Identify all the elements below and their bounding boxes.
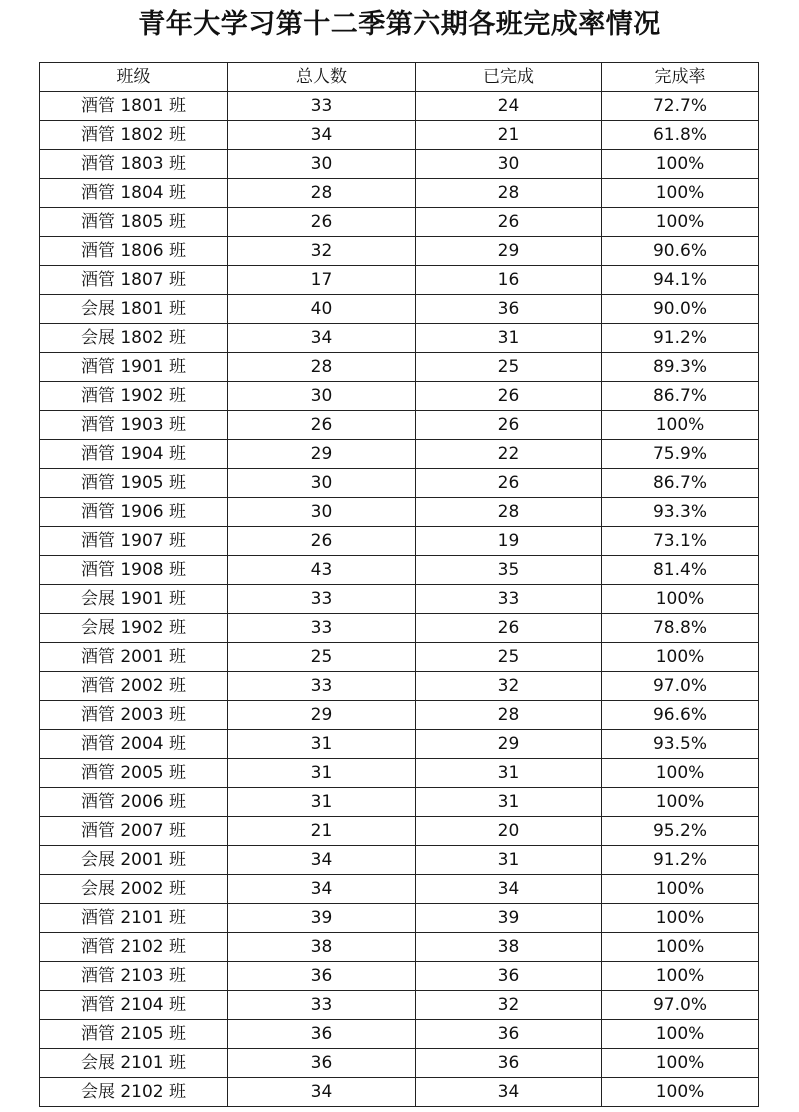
class-name-cell: 会展 1902 班 — [40, 614, 228, 643]
completed-count-cell: 34 — [416, 875, 602, 904]
total-count-cell: 26 — [228, 411, 416, 440]
class-name-cell: 酒管 1906 班 — [40, 498, 228, 527]
class-name-cell: 酒管 2003 班 — [40, 701, 228, 730]
completed-count-cell: 31 — [416, 788, 602, 817]
completed-count-cell: 24 — [416, 92, 602, 121]
total-count-cell: 36 — [228, 1020, 416, 1049]
table-row — [40, 295, 759, 324]
table-row — [40, 730, 759, 759]
completed-count-cell: 35 — [416, 556, 602, 585]
completion-rate-cell: 86.7% — [602, 382, 759, 411]
completed-count-cell: 28 — [416, 498, 602, 527]
completed-count-cell: 28 — [416, 701, 602, 730]
total-count-cell: 32 — [228, 237, 416, 266]
completion-rate-cell: 81.4% — [602, 556, 759, 585]
class-name-cell: 酒管 1806 班 — [40, 237, 228, 266]
table-row — [40, 643, 759, 672]
table-body — [40, 92, 759, 1107]
completion-rate-cell: 97.0% — [602, 991, 759, 1020]
completion-rate-cell: 100% — [602, 1049, 759, 1078]
total-count-cell: 30 — [228, 469, 416, 498]
class-name-cell: 酒管 1903 班 — [40, 411, 228, 440]
completed-count-cell: 22 — [416, 440, 602, 469]
table-row — [40, 237, 759, 266]
total-count-cell: 30 — [228, 498, 416, 527]
completion-rate-cell: 61.8% — [602, 121, 759, 150]
class-name-cell: 酒管 1907 班 — [40, 527, 228, 556]
table-row — [40, 672, 759, 701]
total-count-cell: 33 — [228, 614, 416, 643]
completion-rate-cell: 91.2% — [602, 846, 759, 875]
class-name-cell: 酒管 2007 班 — [40, 817, 228, 846]
completion-rate-cell: 91.2% — [602, 324, 759, 353]
class-name-cell: 酒管 2001 班 — [40, 643, 228, 672]
total-count-cell: 34 — [228, 875, 416, 904]
completed-count-cell: 26 — [416, 614, 602, 643]
class-name-cell: 酒管 2101 班 — [40, 904, 228, 933]
class-name-cell: 酒管 1901 班 — [40, 353, 228, 382]
completed-count-cell: 32 — [416, 991, 602, 1020]
completed-count-cell: 39 — [416, 904, 602, 933]
table-row — [40, 498, 759, 527]
completion-rate-cell: 89.3% — [602, 353, 759, 382]
completion-rate-cell: 93.3% — [602, 498, 759, 527]
completion-rate-cell: 90.0% — [602, 295, 759, 324]
total-count-cell: 28 — [228, 179, 416, 208]
completion-rate-cell: 100% — [602, 585, 759, 614]
class-name-cell: 酒管 1803 班 — [40, 150, 228, 179]
completed-count-cell: 36 — [416, 295, 602, 324]
table-row — [40, 1020, 759, 1049]
completion-rate-cell: 94.1% — [602, 266, 759, 295]
completed-count-cell: 19 — [416, 527, 602, 556]
class-name-cell: 酒管 1807 班 — [40, 266, 228, 295]
completion-rate-cell: 100% — [602, 643, 759, 672]
table-row — [40, 1049, 759, 1078]
completed-count-cell: 36 — [416, 962, 602, 991]
total-count-cell: 26 — [228, 208, 416, 237]
total-count-cell: 30 — [228, 150, 416, 179]
completion-rate-cell: 100% — [602, 208, 759, 237]
table-row — [40, 411, 759, 440]
class-name-cell: 酒管 1904 班 — [40, 440, 228, 469]
total-count-cell: 25 — [228, 643, 416, 672]
table-row — [40, 208, 759, 237]
total-count-cell: 31 — [228, 730, 416, 759]
total-count-cell: 29 — [228, 701, 416, 730]
table-row — [40, 179, 759, 208]
completion-rate-cell: 72.7% — [602, 92, 759, 121]
class-name-cell: 酒管 1802 班 — [40, 121, 228, 150]
total-count-cell: 33 — [228, 991, 416, 1020]
total-count-cell: 28 — [228, 353, 416, 382]
table-row — [40, 353, 759, 382]
table-row — [40, 150, 759, 179]
total-count-cell: 26 — [228, 527, 416, 556]
table-row — [40, 324, 759, 353]
completed-count-cell: 29 — [416, 730, 602, 759]
total-count-cell: 36 — [228, 1049, 416, 1078]
table-row — [40, 788, 759, 817]
class-name-cell: 酒管 1805 班 — [40, 208, 228, 237]
class-name-cell: 酒管 2004 班 — [40, 730, 228, 759]
total-count-cell: 30 — [228, 382, 416, 411]
class-name-cell: 酒管 1801 班 — [40, 92, 228, 121]
completion-rate-cell: 96.6% — [602, 701, 759, 730]
class-name-cell: 会展 2002 班 — [40, 875, 228, 904]
table-row — [40, 585, 759, 614]
class-name-cell: 酒管 1902 班 — [40, 382, 228, 411]
class-name-cell: 会展 2101 班 — [40, 1049, 228, 1078]
table-row — [40, 92, 759, 121]
table-row — [40, 817, 759, 846]
completion-rate-cell: 93.5% — [602, 730, 759, 759]
completed-count-cell: 38 — [416, 933, 602, 962]
completion-rate-cell: 86.7% — [602, 469, 759, 498]
table-row — [40, 701, 759, 730]
table-row — [40, 614, 759, 643]
column-header-completed: 已完成 — [416, 63, 602, 92]
table-row — [40, 469, 759, 498]
table-header-row — [40, 63, 759, 92]
completed-count-cell: 28 — [416, 179, 602, 208]
class-name-cell: 会展 1801 班 — [40, 295, 228, 324]
total-count-cell: 17 — [228, 266, 416, 295]
class-name-cell: 酒管 2005 班 — [40, 759, 228, 788]
completed-count-cell: 26 — [416, 382, 602, 411]
total-count-cell: 34 — [228, 1078, 416, 1107]
completed-count-cell: 33 — [416, 585, 602, 614]
class-name-cell: 会展 1901 班 — [40, 585, 228, 614]
completion-rate-cell: 100% — [602, 411, 759, 440]
table-row — [40, 440, 759, 469]
total-count-cell: 38 — [228, 933, 416, 962]
completion-rate-cell: 100% — [602, 933, 759, 962]
completion-rate-cell: 100% — [602, 759, 759, 788]
completion-rate-table — [39, 62, 759, 1107]
completed-count-cell: 31 — [416, 846, 602, 875]
class-name-cell: 会展 1802 班 — [40, 324, 228, 353]
completion-rate-cell: 100% — [602, 875, 759, 904]
completed-count-cell: 16 — [416, 266, 602, 295]
table-row — [40, 1078, 759, 1107]
completion-rate-cell: 100% — [602, 962, 759, 991]
total-count-cell: 31 — [228, 759, 416, 788]
completed-count-cell: 26 — [416, 411, 602, 440]
completion-rate-cell: 90.6% — [602, 237, 759, 266]
page-title: 青年大学习第十二季第六期各班完成率情况 — [138, 9, 661, 40]
completed-count-cell: 25 — [416, 643, 602, 672]
total-count-cell: 43 — [228, 556, 416, 585]
table-row — [40, 266, 759, 295]
table-row — [40, 527, 759, 556]
completion-rate-cell: 73.1% — [602, 527, 759, 556]
total-count-cell: 39 — [228, 904, 416, 933]
completion-rate-cell: 100% — [602, 150, 759, 179]
class-name-cell: 酒管 1804 班 — [40, 179, 228, 208]
total-count-cell: 33 — [228, 672, 416, 701]
table-row — [40, 933, 759, 962]
completion-rate-cell: 100% — [602, 179, 759, 208]
completed-count-cell: 32 — [416, 672, 602, 701]
completion-rate-cell: 100% — [602, 904, 759, 933]
completed-count-cell: 36 — [416, 1020, 602, 1049]
class-name-cell: 酒管 2103 班 — [40, 962, 228, 991]
completion-rate-cell: 97.0% — [602, 672, 759, 701]
completion-rate-cell: 100% — [602, 788, 759, 817]
total-count-cell: 33 — [228, 92, 416, 121]
completed-count-cell: 26 — [416, 208, 602, 237]
class-name-cell: 会展 2001 班 — [40, 846, 228, 875]
completed-count-cell: 31 — [416, 324, 602, 353]
table-row — [40, 759, 759, 788]
class-name-cell: 酒管 1905 班 — [40, 469, 228, 498]
completed-count-cell: 26 — [416, 469, 602, 498]
class-name-cell: 酒管 2102 班 — [40, 933, 228, 962]
table-row — [40, 382, 759, 411]
completion-rate-cell: 100% — [602, 1078, 759, 1107]
completed-count-cell: 31 — [416, 759, 602, 788]
total-count-cell: 33 — [228, 585, 416, 614]
total-count-cell: 29 — [228, 440, 416, 469]
table-row — [40, 962, 759, 991]
column-header-class: 班级 — [40, 63, 228, 92]
completion-rate-cell: 95.2% — [602, 817, 759, 846]
completion-rate-cell: 100% — [602, 1020, 759, 1049]
class-name-cell: 酒管 2104 班 — [40, 991, 228, 1020]
column-header-total: 总人数 — [228, 63, 416, 92]
class-name-cell: 会展 2102 班 — [40, 1078, 228, 1107]
class-name-cell: 酒管 1908 班 — [40, 556, 228, 585]
table-row — [40, 875, 759, 904]
class-name-cell: 酒管 2002 班 — [40, 672, 228, 701]
completed-count-cell: 34 — [416, 1078, 602, 1107]
table-row — [40, 904, 759, 933]
class-name-cell: 酒管 2006 班 — [40, 788, 228, 817]
table-row — [40, 121, 759, 150]
completed-count-cell: 29 — [416, 237, 602, 266]
completed-count-cell: 20 — [416, 817, 602, 846]
table-row — [40, 846, 759, 875]
completed-count-cell: 21 — [416, 121, 602, 150]
completed-count-cell: 36 — [416, 1049, 602, 1078]
completion-rate-cell: 75.9% — [602, 440, 759, 469]
completion-rate-cell: 78.8% — [602, 614, 759, 643]
total-count-cell: 34 — [228, 846, 416, 875]
total-count-cell: 36 — [228, 962, 416, 991]
table-row — [40, 556, 759, 585]
table-row — [40, 991, 759, 1020]
total-count-cell: 21 — [228, 817, 416, 846]
total-count-cell: 31 — [228, 788, 416, 817]
completed-count-cell: 30 — [416, 150, 602, 179]
total-count-cell: 34 — [228, 324, 416, 353]
completed-count-cell: 25 — [416, 353, 602, 382]
class-name-cell: 酒管 2105 班 — [40, 1020, 228, 1049]
column-header-rate: 完成率 — [602, 63, 759, 92]
total-count-cell: 34 — [228, 121, 416, 150]
total-count-cell: 40 — [228, 295, 416, 324]
